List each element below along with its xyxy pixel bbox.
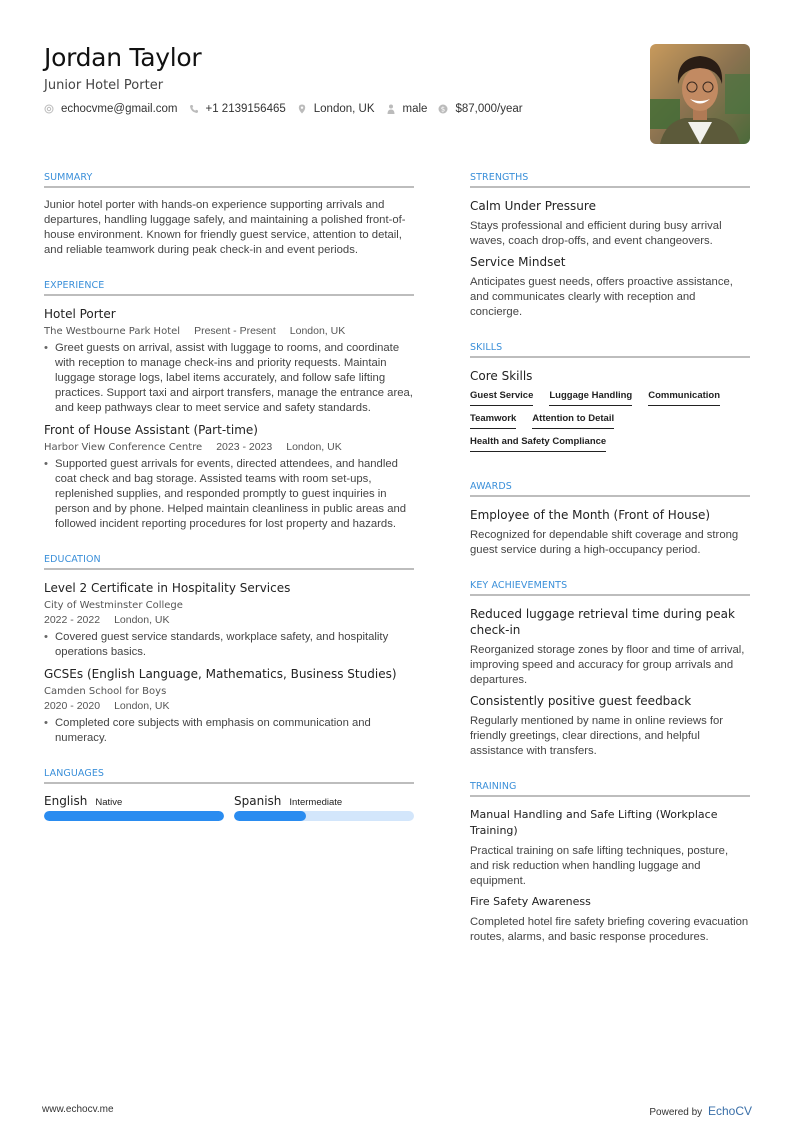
skill-tag: Health and Safety Compliance xyxy=(470,436,606,452)
profile-photo xyxy=(650,44,750,144)
achievements-heading: KEY ACHIEVEMENTS xyxy=(470,580,750,596)
training-item xyxy=(470,894,750,945)
job-bullet xyxy=(44,457,414,532)
training-section xyxy=(470,781,750,945)
skills-list xyxy=(470,390,750,459)
bullet-icon: • xyxy=(44,458,48,470)
education-dates: 2020 - 2020 xyxy=(44,700,101,712)
experience-item xyxy=(44,422,414,532)
strength-item xyxy=(470,254,750,320)
job-meta xyxy=(44,324,414,339)
strengths-heading: STRENGTHS xyxy=(470,172,750,188)
resume-header xyxy=(44,42,604,115)
job-location: London, UK xyxy=(286,441,342,453)
strength-text: Anticipates guest needs, offers proactive assistance, and communicates clearly with reception and concierge. xyxy=(470,276,733,318)
languages-section xyxy=(44,768,414,821)
achievement-item xyxy=(470,606,750,688)
language-proficiency-fill xyxy=(44,811,224,821)
school-name: City of Westminster College xyxy=(44,600,183,611)
achievement-text: Reorganized storage zones by floor and time of arrival, improving speed and accuracy for group arrivals and departures. xyxy=(470,644,745,686)
skill-tag: Teamwork xyxy=(470,413,516,429)
achievement-item xyxy=(470,693,750,759)
svg-text:$: $ xyxy=(441,105,446,114)
school-name: Camden School for Boys xyxy=(44,686,167,697)
education-section xyxy=(44,554,414,746)
training-title: Fire Safety Awareness xyxy=(470,895,591,908)
page-footer xyxy=(42,1104,752,1118)
language-level: Native xyxy=(95,797,123,808)
education-bullet-text: Completed core subjects with emphasis on communication and numeracy. xyxy=(55,717,371,744)
language-proficiency-bar xyxy=(234,811,414,821)
education-location: London, UK xyxy=(114,614,170,626)
experience-item xyxy=(44,306,414,416)
at-icon xyxy=(44,104,54,114)
brand-name: EchoCV xyxy=(707,1104,752,1118)
job-location: London, UK xyxy=(289,325,346,337)
awards-heading: AWARDS xyxy=(470,481,750,497)
job-role: Front of House Assistant (Part-time) xyxy=(44,423,258,437)
school-line xyxy=(44,684,414,699)
job-bullet xyxy=(44,341,414,416)
skill-tag: Attention to Detail xyxy=(532,413,614,429)
achievement-text: Regularly mentioned by name in online reviews for friendly greetings, clear directions, and helpful assistance with transfers. xyxy=(470,715,724,757)
language-proficiency-bar xyxy=(44,811,224,821)
candidate-title: Junior Hotel Porter xyxy=(44,78,164,93)
candidate-name: Jordan Taylor xyxy=(44,43,202,72)
education-location: London, UK xyxy=(114,700,170,712)
contact-email-text: echocvme@gmail.com xyxy=(61,103,178,115)
contact-location xyxy=(297,103,375,115)
languages-heading: LANGUAGES xyxy=(44,768,414,784)
awards-section xyxy=(470,481,750,558)
job-company: The Westbourne Park Hotel xyxy=(44,326,181,337)
summary-heading: SUMMARY xyxy=(44,172,414,188)
degree: Level 2 Certificate in Hospitality Services xyxy=(44,581,291,595)
contact-gender xyxy=(386,103,428,115)
skills-section xyxy=(470,342,750,459)
education-item xyxy=(44,666,414,746)
education-meta xyxy=(44,699,414,714)
training-item xyxy=(470,807,750,889)
right-column xyxy=(470,172,750,967)
school-line xyxy=(44,598,414,613)
education-item xyxy=(44,580,414,660)
education-heading: EDUCATION xyxy=(44,554,414,570)
contact-email[interactable] xyxy=(44,103,178,115)
award-title: Employee of the Month (Front of House) xyxy=(470,508,711,522)
strength-title: Service Mindset xyxy=(470,255,566,269)
skill-tag: Guest Service xyxy=(470,390,533,406)
skills-heading: SKILLS xyxy=(470,342,750,358)
training-title: Manual Handling and Safe Lifting (Workplace Training) xyxy=(470,808,718,837)
achievement-title: Reduced luggage retrieval time during peak check-in xyxy=(470,607,735,637)
experience-heading: EXPERIENCE xyxy=(44,280,414,296)
strengths-section xyxy=(470,172,750,320)
contact-row xyxy=(44,103,604,115)
footer-powered-by[interactable] xyxy=(649,1104,752,1118)
strength-title: Calm Under Pressure xyxy=(470,199,596,213)
contact-location-text: London, UK xyxy=(313,103,375,115)
education-dates: 2022 - 2022 xyxy=(44,614,101,626)
award-item xyxy=(470,507,750,558)
language-name: English xyxy=(44,794,88,808)
achievements-section xyxy=(470,580,750,759)
job-dates: 2023 - 2023 xyxy=(216,441,273,453)
skill-tag: Communication xyxy=(648,390,720,406)
left-column xyxy=(44,172,414,843)
strength-text: Stays professional and efficient during busy arrival waves, coach drop-offs, and event changeovers. xyxy=(470,220,722,247)
training-text: Practical training on safe lifting techniques, posture, and risk reduction when handling luggage and equipment. xyxy=(470,845,729,887)
person-icon xyxy=(386,104,396,114)
location-pin-icon xyxy=(297,104,307,114)
contact-phone-text: +1 2139156465 xyxy=(205,103,286,115)
award-text: Recognized for dependable shift coverage and strong guest service during a high-occupancy period. xyxy=(470,529,739,556)
bullet-icon: • xyxy=(44,717,48,729)
education-bullet-text: Covered guest service standards, workplace safety, and hospitality operations basics. xyxy=(55,631,389,658)
job-dates: Present - Present xyxy=(194,325,276,337)
skill-tag: Luggage Handling xyxy=(549,390,632,406)
education-meta xyxy=(44,613,414,628)
powered-by-label: Powered by xyxy=(649,1107,703,1118)
degree: GCSEs (English Language, Mathematics, Business Studies) xyxy=(44,667,397,681)
job-bullet-text: Greet guests on arrival, assist with luggage to rooms, and coordinate with reception to manage check-ins and priority requests. Maintain luggage storage logs, label items accurately, and follow safe lifting practices. Support taxi and airport transfers, manage the entrance area, and keep pathways clear to meet service and safety standards. xyxy=(55,342,413,414)
education-bullet xyxy=(44,630,414,660)
education-bullet xyxy=(44,716,414,746)
job-role: Hotel Porter xyxy=(44,307,116,321)
language-item xyxy=(44,794,224,821)
language-list xyxy=(44,794,414,821)
summary-section xyxy=(44,172,414,258)
phone-icon xyxy=(189,104,199,114)
job-bullet-text: Supported guest arrivals for events, directed attendees, and handled coat check and bag storage. Assisted teams with room set-ups, replenished supplies, and responded promptly to guest inquiries in person and by phone. Helped maintain cleanliness in public areas and followed incident reporting procedures for lost property and hazards. xyxy=(55,458,407,530)
language-level: Intermediate xyxy=(289,797,343,808)
contact-salary xyxy=(438,103,522,115)
skills-group-title: Core Skills xyxy=(470,369,533,383)
contact-salary-text: $87,000/year xyxy=(455,103,523,115)
experience-section xyxy=(44,280,414,532)
bullet-icon: • xyxy=(44,342,48,354)
strength-item xyxy=(470,198,750,249)
language-proficiency-fill xyxy=(234,811,306,821)
language-name: Spanish xyxy=(234,794,282,808)
contact-gender-text: male xyxy=(402,103,428,115)
training-heading: TRAINING xyxy=(470,781,750,797)
contact-phone[interactable] xyxy=(189,103,286,115)
job-company: Harbor View Conference Centre xyxy=(44,442,203,453)
job-meta xyxy=(44,440,414,455)
footer-website-link[interactable]: www.echocv.me xyxy=(42,1104,114,1115)
summary-text: Junior hotel porter with hands-on experience supporting arrivals and departures, handling luggage safely, and maintaining a polished front-of-house environment. Known for friendly guest service, attention to detail, and reliable teamwork during peak check-in and event periods. xyxy=(44,199,406,256)
language-item xyxy=(234,794,414,821)
achievement-title: Consistently positive guest feedback xyxy=(470,694,692,708)
salary-icon xyxy=(438,104,448,114)
bullet-icon: • xyxy=(44,631,48,643)
training-text: Completed hotel fire safety briefing covering evacuation routes, alarms, and basic response procedures. xyxy=(470,916,749,943)
